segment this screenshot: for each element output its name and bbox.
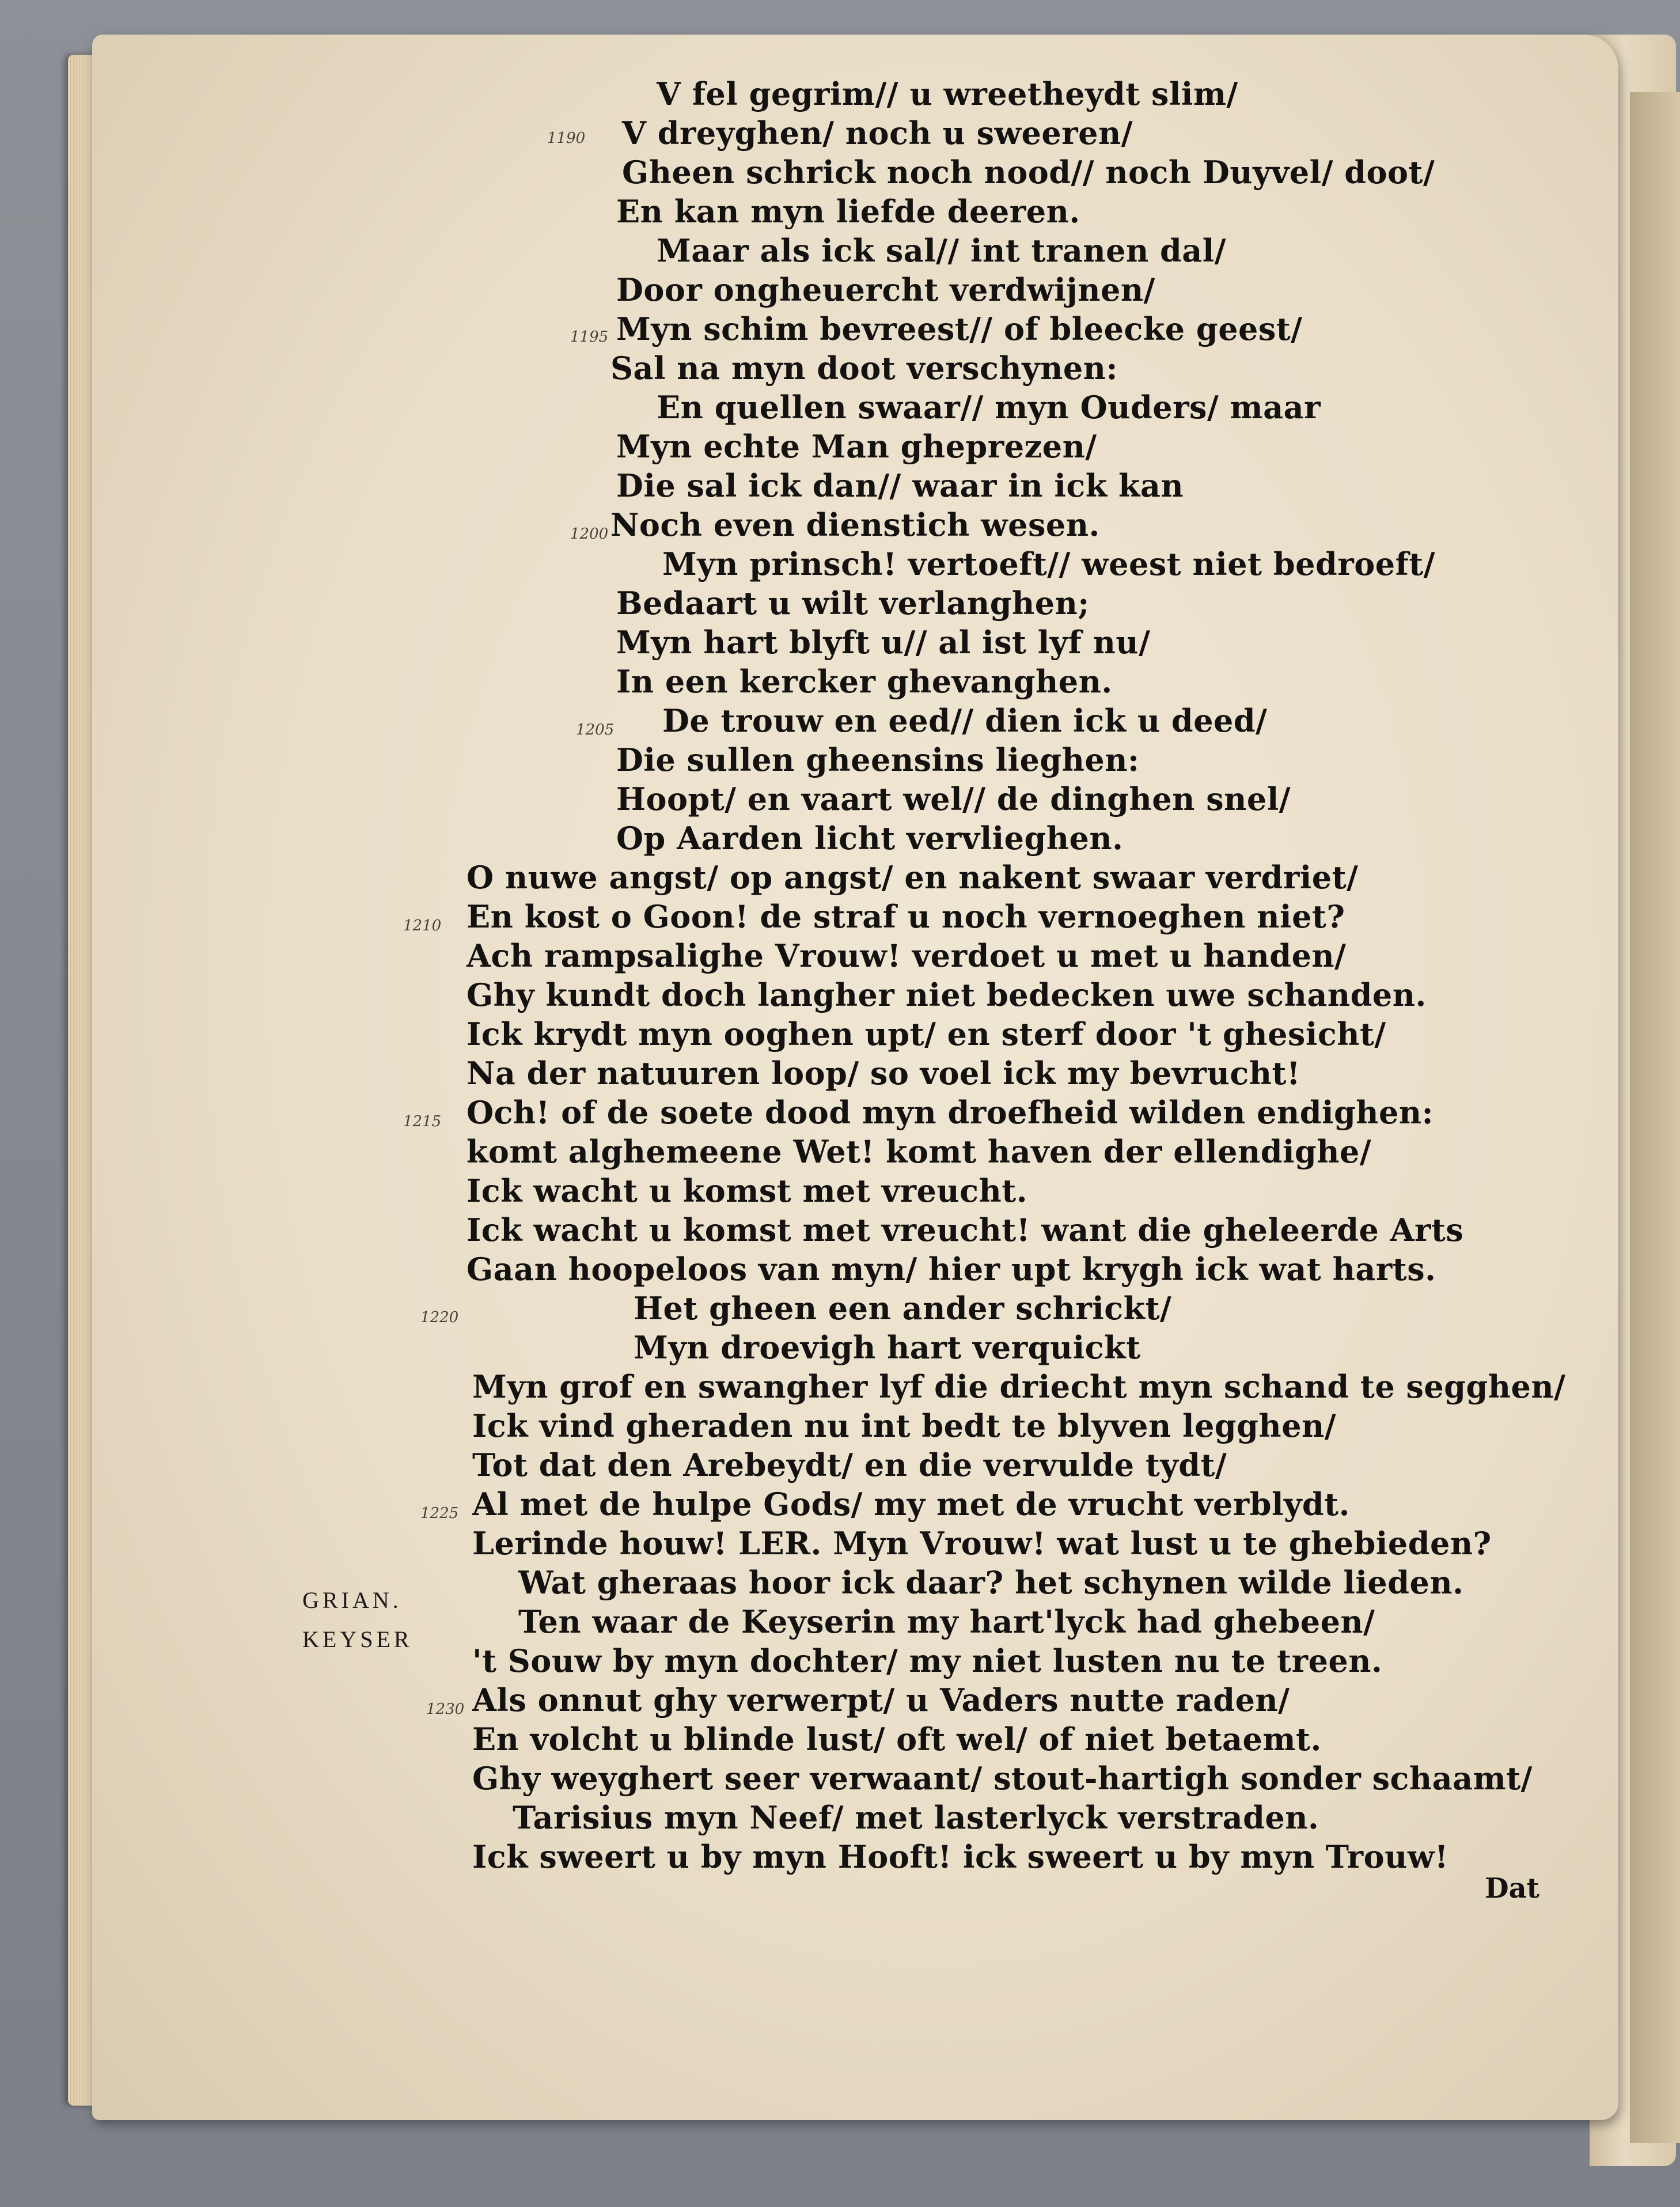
line-number: 1195 xyxy=(570,328,609,346)
verse-line: Door ongheuercht verdwijnen/ xyxy=(616,271,1155,308)
line-number: 1230 xyxy=(426,1701,465,1718)
verse-line: Tot dat den Arebeydt/ en die vervulde tydt/ xyxy=(472,1447,1227,1483)
verse-line: Myn hart blyft u// al ist lyf nu/ xyxy=(616,624,1151,661)
verse-line: Ick sweert u by myn Hooft! ick sweert u by myn Trouw! xyxy=(472,1838,1449,1875)
verse-line: Die sal ick dan// waar in ick kan xyxy=(616,467,1184,504)
verse-line: Wat gheraas hoor ick daar? het schynen wilde lieden. xyxy=(518,1564,1464,1601)
verse-line: Als onnut ghy verwerpt/ u Vaders nutte raden/ xyxy=(472,1682,1290,1718)
verse-line: komt alghemeene Wet! komt haven der ellendighe/ xyxy=(467,1133,1372,1170)
verse-line: Ghy weyghert seer verwaant/ stout-hartigh sonder schaamt/ xyxy=(472,1760,1533,1797)
verse-line: Hoopt/ en vaart wel// de dinghen snel/ xyxy=(616,781,1291,817)
verse-line: Myn droevigh hart verquickt xyxy=(634,1329,1141,1366)
verse-line: En quellen swaar// myn Ouders/ maar xyxy=(657,389,1321,426)
verse-line: Ach rampsalighe Vrouw! verdoet u met u handen/ xyxy=(467,937,1347,974)
verse-line: Lerinde houw! LER. Myn Vrouw! wat lust u te ghebieden? xyxy=(472,1525,1492,1562)
verse-line: Myn echte Man gheprezen/ xyxy=(616,428,1097,465)
verse-line: Die sullen gheensins lieghen: xyxy=(616,741,1140,778)
verse-line: Myn prinsch! vertoeft// weest niet bedroeft/ xyxy=(662,546,1435,582)
verse-line: 't Souw by myn dochter/ my niet lusten nu te treen. xyxy=(472,1642,1383,1679)
catchword: Dat xyxy=(1485,1872,1539,1905)
verse-line: Ick wacht u komst met vreucht! want die gheleerde Arts xyxy=(467,1212,1464,1248)
verse-line: In een kercker ghevanghen. xyxy=(616,663,1113,700)
line-number: 1210 xyxy=(403,917,442,934)
verse-line: V dreyghen/ noch u sweeren/ xyxy=(622,115,1133,152)
line-number: 1225 xyxy=(420,1505,459,1522)
verse-line: Na der natuuren loop/ so voel ick my bevrucht! xyxy=(467,1055,1301,1092)
verse-line: En volcht u blinde lust/ oft wel/ of niet betaemt. xyxy=(472,1721,1322,1758)
verse-line: Gaan hoopeloos van myn/ hier upt krygh ick wat harts. xyxy=(467,1251,1436,1288)
verse-line: Myn grof en swangher lyf die driecht myn schand te segghen/ xyxy=(472,1368,1566,1405)
verse-line: De trouw en eed// dien ick u deed/ xyxy=(662,702,1268,739)
verse-line: En kost o Goon! de straf u noch vernoeghen niet? xyxy=(467,898,1345,935)
verse-line: V fel gegrim// u wreetheydt slim/ xyxy=(657,75,1238,112)
verse-line: Op Aarden licht vervlieghen. xyxy=(616,820,1124,857)
verse-line: Het gheen een ander schrickt/ xyxy=(634,1290,1172,1327)
line-number: 1220 xyxy=(420,1309,459,1326)
verse-line: Ick krydt myn ooghen upt/ en sterf door 't ghesicht/ xyxy=(467,1016,1386,1053)
verse-line: Tarisius myn Neef/ met lasterlyck verstraden. xyxy=(513,1799,1319,1836)
verse-line: O nuwe angst/ op angst/ en nakent swaar verdriet/ xyxy=(467,859,1359,896)
verse-line: Gheen schrick noch nood// noch Duyvel/ doot/ xyxy=(622,154,1435,191)
verse-line: Maar als ick sal// int tranen dal/ xyxy=(657,232,1227,269)
line-number: 1200 xyxy=(570,525,609,543)
verse-line: Ick vind gheraden nu int bedt te blyven legghen/ xyxy=(472,1407,1337,1444)
line-number: 1205 xyxy=(576,721,615,739)
verse-line: Ghy kundt doch langher niet bedecken uwe schanden. xyxy=(467,976,1427,1013)
verse-line: Noch even dienstich wesen. xyxy=(610,506,1100,543)
speaker-name: GRIAN. xyxy=(302,1587,402,1613)
verse-line: En kan myn liefde deeren. xyxy=(616,193,1080,230)
verse-line: Ten waar de Keyserin my hart'lyck had ghebeen/ xyxy=(518,1603,1375,1640)
verse-line: Myn schim bevreest// of bleecke geest/ xyxy=(616,311,1303,347)
verse-line: Al met de hulpe Gods/ my met de vrucht verblydt. xyxy=(472,1486,1350,1523)
verse-line: Bedaart u wilt verlanghen; xyxy=(616,585,1090,622)
verse-line: Ick wacht u komst met vreucht. xyxy=(467,1172,1028,1209)
speaker-name: KEYSER xyxy=(302,1626,413,1652)
line-number: 1215 xyxy=(403,1113,442,1130)
line-number: 1190 xyxy=(547,130,586,147)
verse-line: Sal na myn doot verschynen: xyxy=(610,350,1118,387)
verse-line: Och! of de soete dood myn droefheid wilden endighen: xyxy=(467,1094,1434,1131)
